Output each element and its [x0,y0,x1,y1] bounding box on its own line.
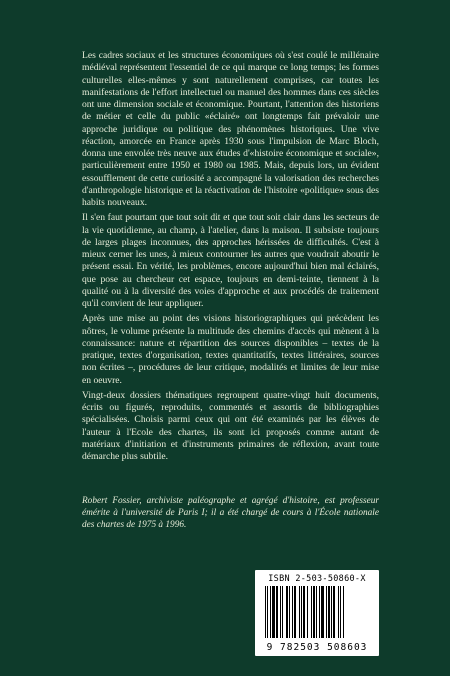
blurb-paragraph-1: Les cadres sociaux et les structures économiques où s'est coulé le millénaire médiéval représentent l'essentiel de ce qui marque ce long temps; les formes culturelles elles-mêmes y sont naturellement comprises, car toutes les manifestations de l'effort intellectuel ou manuel des hommes dans ces siècles ont une dimension sociale et économique. Pourtant, l'attention des historiens de métier et celle du public «éclairé» ont longtemps fait prévaloir une approche juridique ou politique des phénomènes historiques. Une vive réaction, amorcée en France après 1930 sous l'impulsion de Marc Bloch, donna une envolée très neuve aux études d'«histoire économique et sociale», particulièrement entre 1950 et 1980 ou 1985. Mais, depuis lors, un évident essoufflement de cette curiosité a accompagné la valorisation des recherches d'anthropologie historique et la réactivation de l'histoire «politique» sous des habits nouveaux. [82,50,379,208]
blurb-paragraph-3: Après une mise au point des visions historiographiques qui précèdent les nôtres, le volume présente la multitude des chemins d'accès qui mènent à la connaissance: nature et répartition des sources disponibles – textes de la pratique, textes d'organisation, textes quantitatifs, textes littéraires, sources non écrites –, procédures de leur critique, modalités et limites de leur mise en oeuvre. [82,313,379,386]
barcode-panel [255,570,379,656]
blurb-paragraph-2: Il s'en faut pourtant que tout soit dit et que tout soit clair dans les secteurs de la vie quotidienne, au champ, à l'atelier, dans la maison. Il subsiste toujours de larges plages inconnues, des approches hérissées de difficultés. C'est à mieux cerner les unes, à mieux contourner les autres que voudrait aboutir le présent essai. En vérité, les problèmes, encore aujourd'hui bien mal éclairés, que pose au chercheur cet espace, toujours en demi-teinte, tiennent à la qualité ou à la diversité des voies d'approche et aux procédés de traitement qu'il convient de leur appliquer. [82,212,379,309]
isbn-label: ISBN 2-503-50860-X [268,574,366,584]
barcode-icon [265,586,371,638]
blurb-paragraph-4: Vingt-deux dossiers thématiques regroupent quatre-vingt huit documents, écrits ou figurés, reproduits, commentés et assortis de bibliographies spécialisées. Choisis parmi ceux qui ont été examinés par les élèves de l'auteur à l'Ecole des chartes, ils sont ici proposés comme autant de matériaux d'initiation et d'instruments primaires de réflexion, avant toute démarche plus subtile. [82,389,379,462]
barcode-digits: 9 782503 508603 [266,642,368,653]
blurb-text [82,50,379,465]
author-bio: Robert Fossier, archiviste paléographe et agrégé d'histoire, est professeur émérite à l'université de Paris I; il a été chargé de cours à l'École nationale des chartes de 1975 à 1996. [82,496,379,530]
